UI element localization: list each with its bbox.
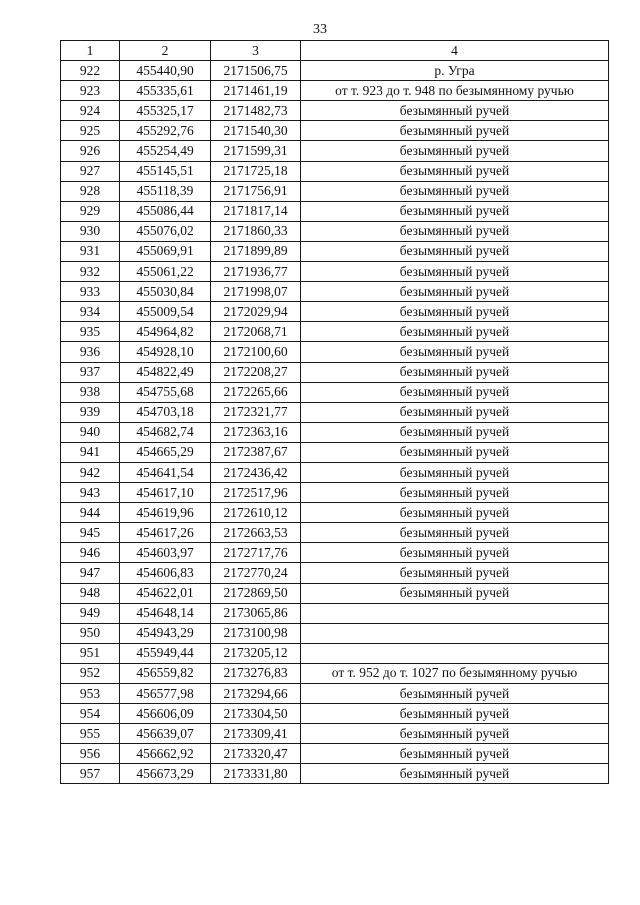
y-coordinate-cell: 2173100,98: [211, 623, 301, 643]
description-cell: безымянный ручей: [301, 583, 609, 603]
table-row: [61, 121, 609, 141]
y-coordinate-cell: 2171817,14: [211, 201, 301, 221]
point-number-cell: 937: [61, 362, 120, 382]
x-coordinate-cell: 455086,44: [120, 201, 211, 221]
y-coordinate-cell: 2172363,16: [211, 422, 301, 442]
point-number-cell: 940: [61, 422, 120, 442]
x-coordinate-cell: 456639,07: [120, 724, 211, 744]
point-number-cell: 949: [61, 603, 120, 623]
table-row: [61, 61, 609, 81]
table-row: [61, 563, 609, 583]
point-number-cell: 933: [61, 282, 120, 302]
table-row: [61, 101, 609, 121]
y-coordinate-cell: 2173065,86: [211, 603, 301, 623]
description-cell: безымянный ручей: [301, 483, 609, 503]
y-coordinate-cell: 2173205,12: [211, 643, 301, 663]
x-coordinate-cell: 455118,39: [120, 181, 211, 201]
y-coordinate-cell: 2173276,83: [211, 663, 301, 683]
y-coordinate-cell: 2172517,96: [211, 483, 301, 503]
x-coordinate-cell: 456673,29: [120, 764, 211, 784]
x-coordinate-cell: 454603,97: [120, 543, 211, 563]
x-coordinate-cell: 455076,02: [120, 221, 211, 241]
description-cell: безымянный ручей: [301, 241, 609, 261]
table-row: [61, 221, 609, 241]
y-coordinate-cell: 2171860,33: [211, 221, 301, 241]
y-coordinate-cell: 2171725,18: [211, 161, 301, 181]
point-number-cell: 938: [61, 382, 120, 402]
description-cell: безымянный ручей: [301, 422, 609, 442]
table-row: [61, 322, 609, 342]
x-coordinate-cell: 454928,10: [120, 342, 211, 362]
table-row: [61, 684, 609, 704]
table-header-row: [61, 41, 609, 61]
column-header-1: 1: [61, 41, 120, 61]
description-cell: безымянный ручей: [301, 744, 609, 764]
y-coordinate-cell: 2171482,73: [211, 101, 301, 121]
y-coordinate-cell: 2173304,50: [211, 704, 301, 724]
point-number-cell: 952: [61, 663, 120, 683]
y-coordinate-cell: 2171506,75: [211, 61, 301, 81]
point-number-cell: 943: [61, 483, 120, 503]
description-cell: от т. 923 до т. 948 по безымянному ручью: [301, 81, 609, 101]
x-coordinate-cell: 454619,96: [120, 503, 211, 523]
description-cell: безымянный ручей: [301, 262, 609, 282]
coordinates-table: [60, 40, 609, 784]
point-number-cell: 922: [61, 61, 120, 81]
y-coordinate-cell: 2173331,80: [211, 764, 301, 784]
description-cell: [301, 623, 609, 643]
x-coordinate-cell: 455292,76: [120, 121, 211, 141]
table-row: [61, 623, 609, 643]
point-number-cell: 948: [61, 583, 120, 603]
y-coordinate-cell: 2172029,94: [211, 302, 301, 322]
x-coordinate-cell: 455325,17: [120, 101, 211, 121]
point-number-cell: 944: [61, 503, 120, 523]
point-number-cell: 946: [61, 543, 120, 563]
point-number-cell: 957: [61, 764, 120, 784]
table-row: [61, 523, 609, 543]
description-cell: безымянный ручей: [301, 724, 609, 744]
table-row: [61, 603, 609, 623]
y-coordinate-cell: 2172610,12: [211, 503, 301, 523]
table-row: [61, 583, 609, 603]
x-coordinate-cell: 454622,01: [120, 583, 211, 603]
x-coordinate-cell: 454943,29: [120, 623, 211, 643]
table-row: [61, 282, 609, 302]
point-number-cell: 930: [61, 221, 120, 241]
point-number-cell: 936: [61, 342, 120, 362]
y-coordinate-cell: 2172663,53: [211, 523, 301, 543]
point-number-cell: 934: [61, 302, 120, 322]
table-row: [61, 503, 609, 523]
y-coordinate-cell: 2172321,77: [211, 402, 301, 422]
table-row: [61, 262, 609, 282]
y-coordinate-cell: 2171998,07: [211, 282, 301, 302]
point-number-cell: 923: [61, 81, 120, 101]
table-row: [61, 643, 609, 663]
description-cell: безымянный ручей: [301, 342, 609, 362]
y-coordinate-cell: 2171461,19: [211, 81, 301, 101]
table-row: [61, 543, 609, 563]
point-number-cell: 929: [61, 201, 120, 221]
description-cell: безымянный ручей: [301, 402, 609, 422]
description-cell: безымянный ручей: [301, 302, 609, 322]
y-coordinate-cell: 2172387,67: [211, 442, 301, 462]
description-cell: безымянный ручей: [301, 221, 609, 241]
description-cell: безымянный ручей: [301, 382, 609, 402]
y-coordinate-cell: 2171756,91: [211, 181, 301, 201]
table-body: [61, 61, 609, 784]
x-coordinate-cell: 455335,61: [120, 81, 211, 101]
x-coordinate-cell: 455440,90: [120, 61, 211, 81]
y-coordinate-cell: 2172436,42: [211, 462, 301, 482]
description-cell: безымянный ручей: [301, 462, 609, 482]
table-row: [61, 402, 609, 422]
point-number-cell: 951: [61, 643, 120, 663]
table-row: [61, 724, 609, 744]
x-coordinate-cell: 454606,83: [120, 563, 211, 583]
x-coordinate-cell: 454617,10: [120, 483, 211, 503]
table-row: [61, 302, 609, 322]
description-cell: безымянный ручей: [301, 181, 609, 201]
description-cell: от т. 952 до т. 1027 по безымянному ручью: [301, 663, 609, 683]
y-coordinate-cell: 2171936,77: [211, 262, 301, 282]
point-number-cell: 928: [61, 181, 120, 201]
point-number-cell: 953: [61, 684, 120, 704]
table-row: [61, 201, 609, 221]
x-coordinate-cell: 456606,09: [120, 704, 211, 724]
x-coordinate-cell: 454682,74: [120, 422, 211, 442]
description-cell: безымянный ручей: [301, 523, 609, 543]
table-row: [61, 81, 609, 101]
point-number-cell: 950: [61, 623, 120, 643]
y-coordinate-cell: 2173309,41: [211, 724, 301, 744]
y-coordinate-cell: 2172717,76: [211, 543, 301, 563]
point-number-cell: 947: [61, 563, 120, 583]
column-header-3: 3: [211, 41, 301, 61]
description-cell: безымянный ручей: [301, 161, 609, 181]
x-coordinate-cell: 454822,49: [120, 362, 211, 382]
x-coordinate-cell: 455069,91: [120, 241, 211, 261]
table-row: [61, 141, 609, 161]
description-cell: безымянный ручей: [301, 503, 609, 523]
description-cell: безымянный ручей: [301, 201, 609, 221]
x-coordinate-cell: 456577,98: [120, 684, 211, 704]
table-row: [61, 704, 609, 724]
x-coordinate-cell: 454617,26: [120, 523, 211, 543]
description-cell: безымянный ручей: [301, 282, 609, 302]
x-coordinate-cell: 454665,29: [120, 442, 211, 462]
y-coordinate-cell: 2171540,30: [211, 121, 301, 141]
point-number-cell: 924: [61, 101, 120, 121]
description-cell: безымянный ручей: [301, 704, 609, 724]
point-number-cell: 935: [61, 322, 120, 342]
x-coordinate-cell: 454641,54: [120, 462, 211, 482]
table-row: [61, 422, 609, 442]
x-coordinate-cell: 455009,54: [120, 302, 211, 322]
description-cell: безымянный ручей: [301, 101, 609, 121]
table-row: [61, 161, 609, 181]
point-number-cell: 942: [61, 462, 120, 482]
y-coordinate-cell: 2172265,66: [211, 382, 301, 402]
point-number-cell: 955: [61, 724, 120, 744]
x-coordinate-cell: 454648,14: [120, 603, 211, 623]
y-coordinate-cell: 2171899,89: [211, 241, 301, 261]
x-coordinate-cell: 455254,49: [120, 141, 211, 161]
table-row: [61, 382, 609, 402]
description-cell: безымянный ручей: [301, 362, 609, 382]
description-cell: безымянный ручей: [301, 121, 609, 141]
page-number: 33: [313, 22, 327, 37]
y-coordinate-cell: 2172869,50: [211, 583, 301, 603]
table-row: [61, 442, 609, 462]
y-coordinate-cell: 2172068,71: [211, 322, 301, 342]
x-coordinate-cell: 455061,22: [120, 262, 211, 282]
point-number-cell: 925: [61, 121, 120, 141]
x-coordinate-cell: 456559,82: [120, 663, 211, 683]
point-number-cell: 932: [61, 262, 120, 282]
point-number-cell: 927: [61, 161, 120, 181]
x-coordinate-cell: 455030,84: [120, 282, 211, 302]
table-row: [61, 241, 609, 261]
description-cell: безымянный ручей: [301, 764, 609, 784]
point-number-cell: 926: [61, 141, 120, 161]
table-row: [61, 181, 609, 201]
point-number-cell: 956: [61, 744, 120, 764]
y-coordinate-cell: 2173294,66: [211, 684, 301, 704]
x-coordinate-cell: 454703,18: [120, 402, 211, 422]
column-header-4: 4: [301, 41, 609, 61]
x-coordinate-cell: 454964,82: [120, 322, 211, 342]
point-number-cell: 954: [61, 704, 120, 724]
table-row: [61, 362, 609, 382]
x-coordinate-cell: 456662,92: [120, 744, 211, 764]
description-cell: безымянный ручей: [301, 684, 609, 704]
point-number-cell: 931: [61, 241, 120, 261]
point-number-cell: 939: [61, 402, 120, 422]
description-cell: безымянный ручей: [301, 543, 609, 563]
description-cell: безымянный ручей: [301, 322, 609, 342]
x-coordinate-cell: 455949,44: [120, 643, 211, 663]
column-header-2: 2: [120, 41, 211, 61]
y-coordinate-cell: 2172100,60: [211, 342, 301, 362]
description-cell: безымянный ручей: [301, 442, 609, 462]
table-row: [61, 342, 609, 362]
table-row: [61, 462, 609, 482]
x-coordinate-cell: 454755,68: [120, 382, 211, 402]
description-cell: безымянный ручей: [301, 563, 609, 583]
x-coordinate-cell: 455145,51: [120, 161, 211, 181]
table-row: [61, 663, 609, 683]
point-number-cell: 945: [61, 523, 120, 543]
description-cell: [301, 643, 609, 663]
table-row: [61, 744, 609, 764]
description-cell: безымянный ручей: [301, 141, 609, 161]
y-coordinate-cell: 2172770,24: [211, 563, 301, 583]
description-cell: р. Угра: [301, 61, 609, 81]
y-coordinate-cell: 2173320,47: [211, 744, 301, 764]
point-number-cell: 941: [61, 442, 120, 462]
description-cell: [301, 603, 609, 623]
y-coordinate-cell: 2171599,31: [211, 141, 301, 161]
y-coordinate-cell: 2172208,27: [211, 362, 301, 382]
table-row: [61, 483, 609, 503]
table-row: [61, 764, 609, 784]
